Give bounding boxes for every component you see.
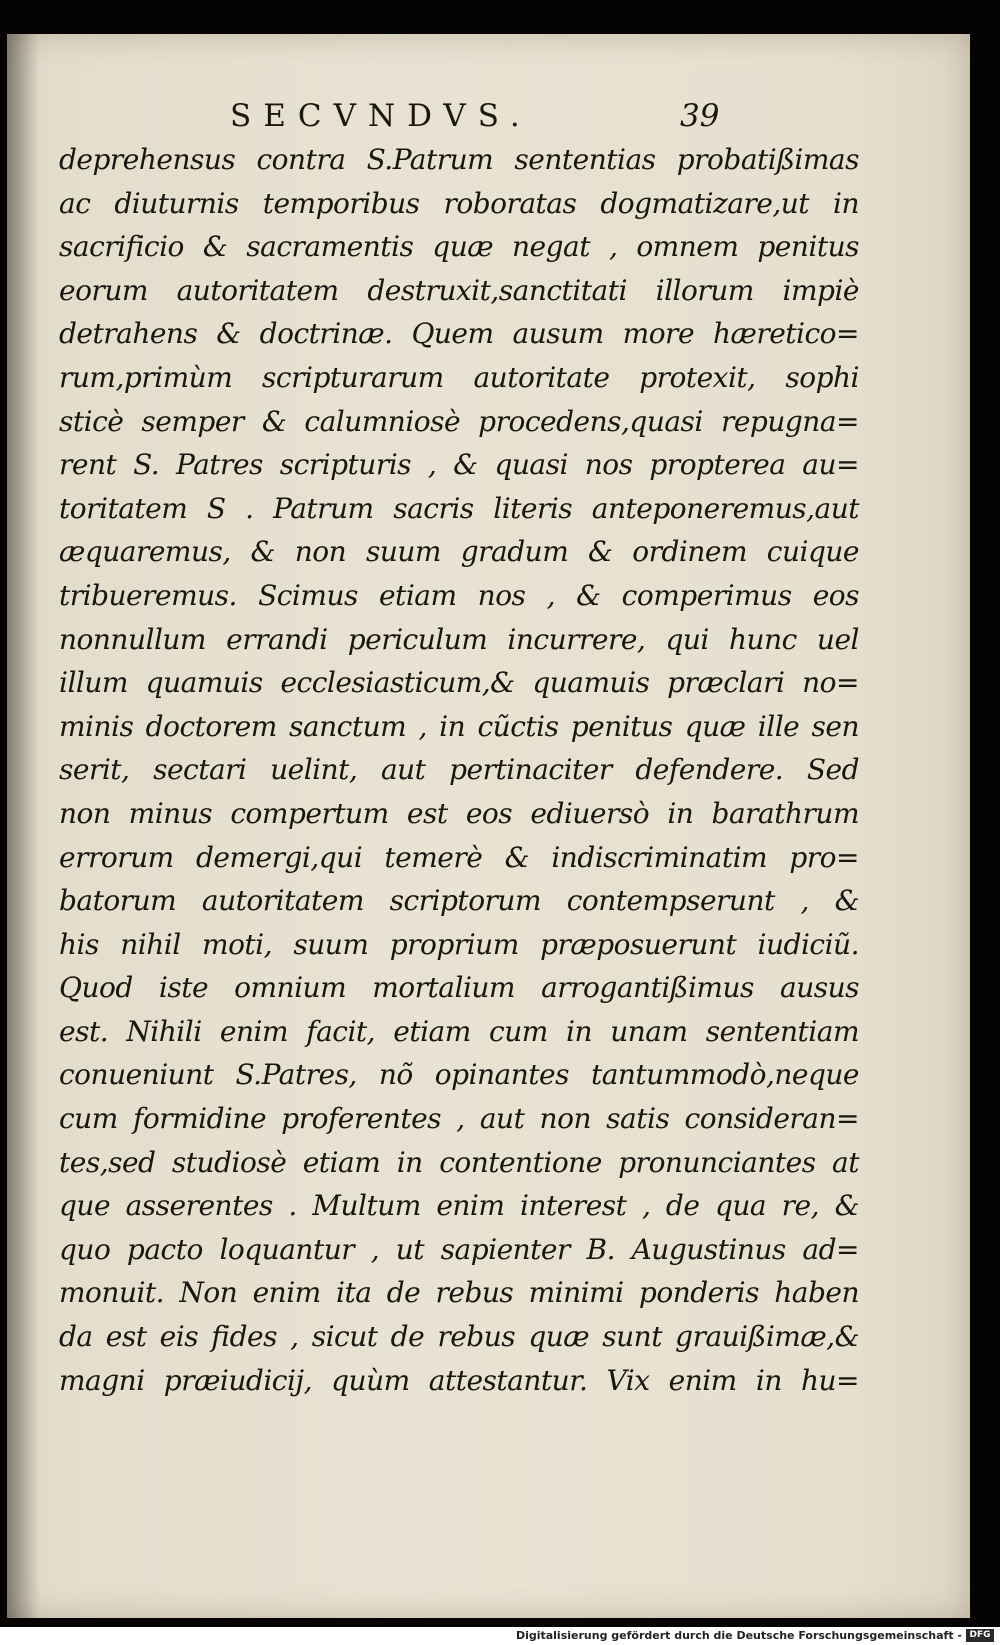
- text-line: sticè semper & calumniosè procedens,quasi repugna=: [59, 404, 859, 438]
- text-line: da est eis fides , sicut de rebus quæ sunt grauißimæ,&: [59, 1320, 859, 1354]
- text-line: batorum autoritatem scriptorum contempserunt , &: [59, 884, 859, 918]
- text-line: rum,primùm scripturarum autoritate protexit, sophi: [59, 360, 859, 394]
- book-page: [7, 34, 970, 1618]
- text-line: non minus compertum est eos ediuersò in barathrum: [59, 796, 859, 830]
- text-line: deprehensus contra S.Patrum sententias probatißimas: [59, 143, 859, 176]
- text-line: sacrificio & sacramentis quæ negat , omnem penitus: [59, 230, 859, 264]
- page-number: 39: [680, 98, 720, 134]
- text-line: Quod iste omnium mortalium arrogantißimus ausus: [59, 971, 859, 1005]
- text-line: tes,sed studiosè etiam in contentione pronunciantes at: [59, 1145, 859, 1179]
- text-line: errorum demergi,qui temerè & indiscriminatim pro=: [59, 840, 859, 874]
- text-line: quo pacto loquantur , ut sapienter B. Augustinus ad=: [59, 1232, 859, 1266]
- text-line: conueniunt S.Patres, nõ opinantes tantummodò,neque: [59, 1058, 859, 1092]
- text-block: [59, 138, 859, 1402]
- text-line: ac diuturnis temporibus roboratas dogmatizare,ut in: [59, 186, 859, 220]
- text-line: his nihil moti, suum proprium præposuerunt iudiciũ.: [59, 927, 859, 961]
- footer-bar: [0, 1627, 1000, 1645]
- text-line: magni præiudicij, quùm attestantur. Vix enim in hu=: [59, 1363, 859, 1397]
- funding-credit: Digitalisierung gefördert durch die Deutsche Forschungsgemeinschaft -: [515, 1629, 962, 1642]
- text-line: detrahens & doctrinæ. Quem ausum more hæretico=: [59, 317, 859, 351]
- text-line: que asserentes . Multum enim interest , de qua re, &: [59, 1189, 859, 1223]
- text-line: eorum autoritatem destruxit,sanctitati illorum impiè: [59, 273, 859, 307]
- text-line: nonnullum errandi periculum incurrere, qui hunc uel: [59, 622, 859, 656]
- dfg-logo: DFG: [966, 1629, 994, 1642]
- text-line: cum formidine proferentes , aut non satis consideran=: [59, 1102, 859, 1136]
- page-header: [7, 98, 970, 142]
- text-line: monuit. Non enim ita de rebus minimi ponderis haben: [59, 1276, 859, 1310]
- text-line: minis doctorem sanctum , in cũctis penitus quæ ille sen: [59, 709, 859, 743]
- text-line: toritatem S . Patrum sacris literis anteponeremus,aut: [59, 491, 859, 525]
- text-line: tribueremus. Scimus etiam nos , & comperimus eos: [59, 578, 859, 612]
- text-line: illum quamuis ecclesiasticum,& quamuis præclari no=: [59, 666, 859, 700]
- gutter-shadow: [7, 34, 39, 1618]
- text-line: est. Nihili enim facit, etiam cum in unam sententiam: [59, 1014, 859, 1048]
- text-line: rent S. Patres scripturis , & quasi nos propterea au=: [59, 448, 859, 482]
- text-line: æquaremus, & non suum gradum & ordinem cuique: [59, 535, 859, 569]
- running-head: SECVNDVS.: [230, 98, 532, 134]
- text-line: serit, sectari uelint, aut pertinaciter defendere. Sed: [59, 753, 859, 787]
